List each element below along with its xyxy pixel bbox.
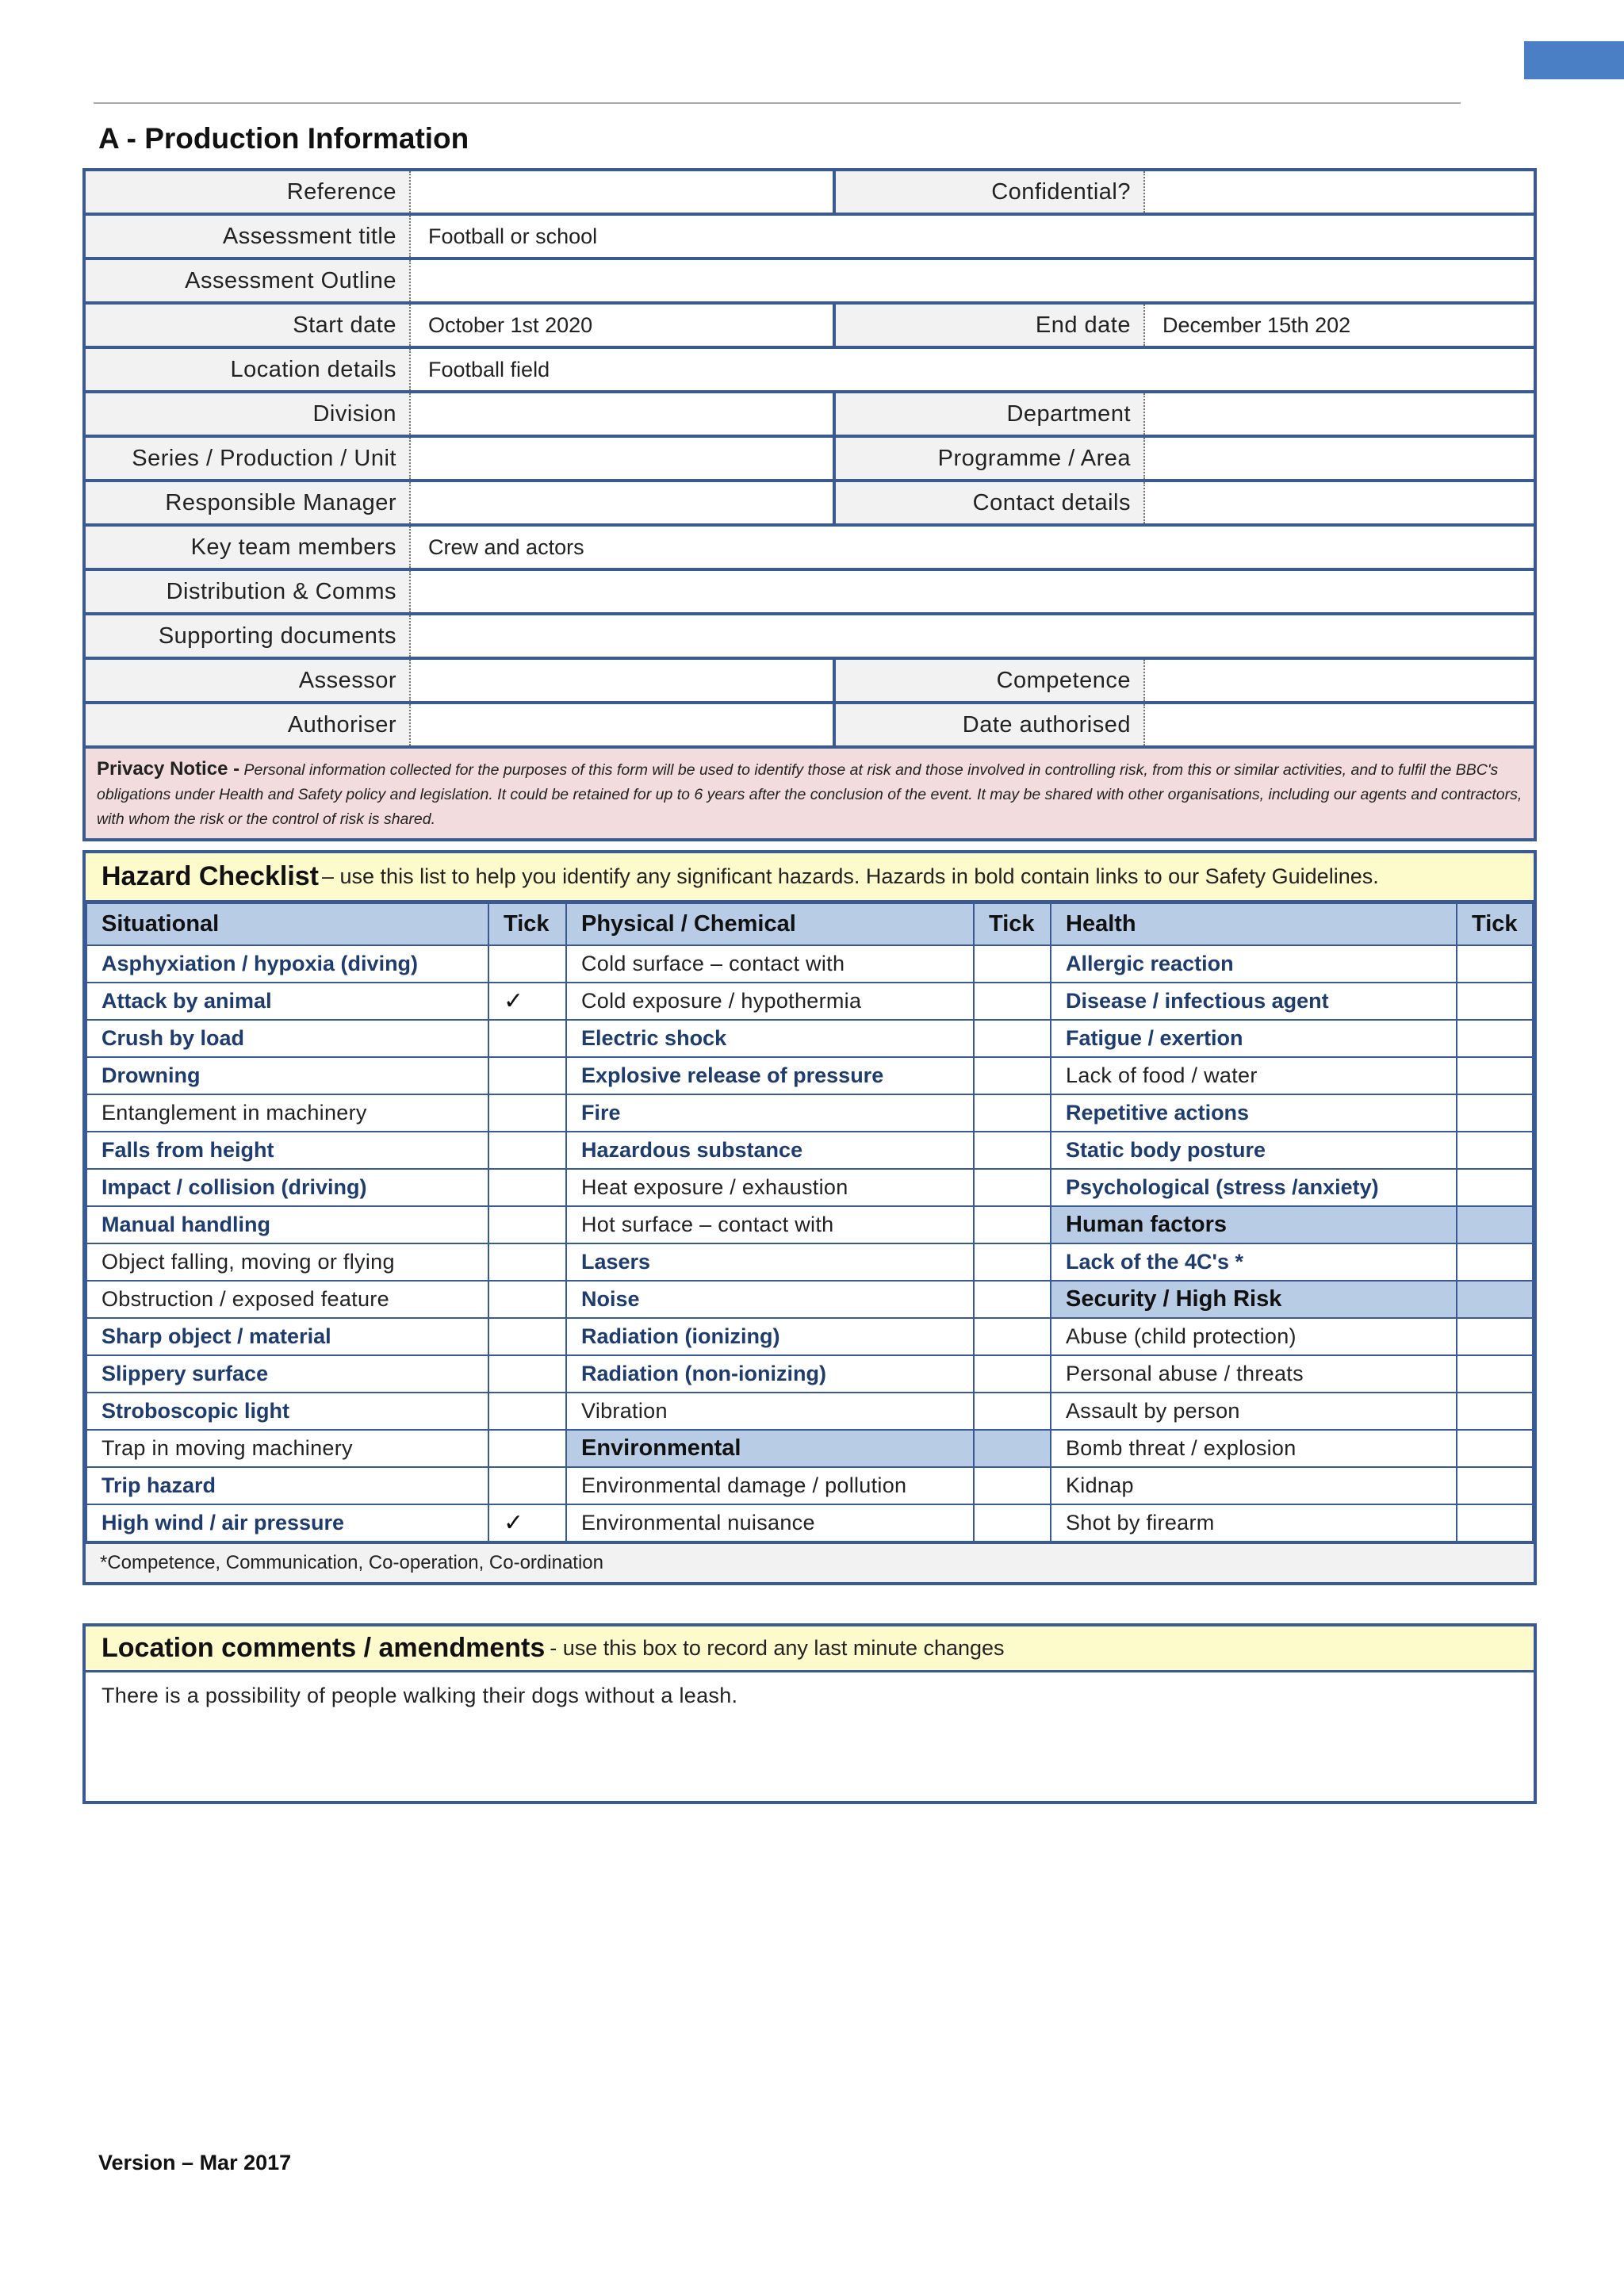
table-row [86,1355,1533,1393]
location-comments-subtitle: - use this box to record any last minute changes [550,1636,1005,1660]
hazard-link[interactable]: Explosive release of pressure [566,1057,974,1094]
hazard-link[interactable]: Crush by load [86,1020,488,1057]
tick-box[interactable] [974,1393,1051,1430]
row-assessor [86,660,1534,704]
tick-box[interactable] [1457,1467,1533,1504]
tick-box[interactable] [1457,1430,1533,1467]
start-date-label: Start date [86,305,411,346]
hazard-link[interactable]: Fire [566,1094,974,1132]
programme-label: Programme / Area [836,438,1145,479]
hazard-item: Environmental nuisance [566,1504,974,1542]
subheader-tick-cell [1457,1281,1533,1318]
responsible-manager-label: Responsible Manager [86,482,411,523]
tick-box[interactable] [974,1206,1051,1243]
key-team-field[interactable]: Crew and actors [428,534,584,559]
hazard-link[interactable]: Noise [566,1281,974,1318]
hazard-link[interactable]: Lack of the 4C's * [1051,1243,1457,1281]
production-information-table [82,168,1537,841]
tick-box[interactable] [1457,1355,1533,1393]
tick-box[interactable] [488,1430,566,1467]
hazard-link[interactable]: Stroboscopic light [86,1393,488,1430]
table-row [86,1057,1533,1094]
responsible-manager-field[interactable] [411,482,836,523]
version-label: Version – Mar 2017 [98,2151,292,2174]
row-location-details [86,349,1534,393]
tick-box[interactable] [488,1094,566,1132]
tick-box[interactable] [1457,1393,1533,1430]
section-title: A - Production Information [98,122,469,155]
programme-field[interactable] [1145,438,1534,479]
tick-box[interactable] [1457,945,1533,983]
row-distribution [86,571,1534,615]
tick-box[interactable] [974,983,1051,1020]
department-field[interactable] [1145,393,1534,435]
tick-box[interactable] [488,945,566,983]
table-row [86,983,1533,1020]
hazard-item: Lack of food / water [1051,1057,1457,1094]
assessor-field[interactable] [411,660,836,701]
series-label: Series / Production / Unit [86,438,411,479]
privacy-notice [86,749,1534,838]
tick-box[interactable] [488,1206,566,1243]
tick-box[interactable] [1457,1094,1533,1132]
table-row [86,1020,1533,1057]
hazard-item: Hot surface – contact with [566,1206,974,1243]
hazard-link[interactable]: Sharp object / material [86,1318,488,1355]
authoriser-field[interactable] [411,704,836,745]
competence-label: Competence [836,660,1145,701]
top-rule [94,102,1461,104]
hazard-item: Abuse (child protection) [1051,1318,1457,1355]
tick-box[interactable] [1457,983,1533,1020]
tick-box[interactable] [488,1243,566,1281]
row-reference [86,171,1534,216]
hazard-table [86,902,1534,1542]
table-row [86,1430,1533,1467]
row-division [86,393,1534,438]
tick-box[interactable] [488,1169,566,1206]
hazard-link[interactable]: Hazardous substance [566,1132,974,1169]
authoriser-label: Authoriser [86,704,411,745]
tick-box[interactable]: ✓ [488,983,566,1020]
series-field[interactable] [411,438,836,479]
reference-label: Reference [86,171,411,213]
subheader-environmental: Environmental [566,1430,974,1467]
row-dates [86,305,1534,349]
table-row [86,1281,1533,1318]
row-assessment-title [86,216,1534,260]
tick-box[interactable] [974,1169,1051,1206]
table-row [86,945,1533,983]
tick-box[interactable] [1457,1243,1533,1281]
header-tick: Tick [974,903,1051,945]
hazard-link[interactable]: Fatigue / exertion [1051,1020,1457,1057]
subheader-human-factors: Human factors [1051,1206,1457,1243]
hazard-footnote: *Competence, Communication, Co-operation, Co-ordination [86,1542,1534,1582]
tick-box[interactable]: ✓ [488,1504,566,1542]
hazard-item: Bomb threat / explosion [1051,1430,1457,1467]
hazard-link[interactable]: Electric shock [566,1020,974,1057]
table-row [86,1169,1533,1206]
hazard-link[interactable]: Psychological (stress /anxiety) [1051,1169,1457,1206]
tick-box[interactable] [974,1094,1051,1132]
tick-box[interactable] [974,1318,1051,1355]
assessor-label: Assessor [86,660,411,701]
tick-box[interactable] [488,1355,566,1393]
hazard-checklist-subtitle: – use this list to help you identify any significant hazards. Hazards in bold contain links to our Safety Guidelines. [322,864,1379,888]
key-team-label: Key team members [86,527,411,568]
hazard-item: Shot by firearm [1051,1504,1457,1542]
row-key-team [86,527,1534,571]
subheader-tick-cell [1457,1206,1533,1243]
hazard-link[interactable]: Radiation (non-ionizing) [566,1355,974,1393]
end-date-field[interactable]: December 15th 202 [1162,312,1351,337]
confidential-field[interactable] [1145,171,1534,213]
hazard-item: Obstruction / exposed feature [86,1281,488,1318]
tick-box[interactable] [974,945,1051,983]
tick-box[interactable] [1457,1057,1533,1094]
row-assessment-outline [86,260,1534,305]
assessment-title-field[interactable]: Football or school [428,224,598,248]
hazard-header-row [86,903,1533,945]
date-authorised-field[interactable] [1145,704,1534,745]
row-authoriser [86,704,1534,749]
hazard-link[interactable]: Radiation (ionizing) [566,1318,974,1355]
hazard-link[interactable]: Manual handling [86,1206,488,1243]
location-comments-header [86,1626,1534,1672]
privacy-notice-text: Personal information collected for the purposes of this form will be used to identify those at risk and those involved in controlling risk, from this or similar activities, and to fulfil the BBC's obligations under Health and Safety policy and legislation. It could be retained for up to 6 years after the conclusion of the event. It may be shared with other organisations, including our agents and contractors, with whom the risk or the control of risk is shared. [97,761,1522,828]
table-row [86,1393,1533,1430]
hazard-link[interactable]: Lasers [566,1243,974,1281]
contact-details-field[interactable] [1145,482,1534,523]
table-row [86,1467,1533,1504]
tick-box[interactable] [1457,1504,1533,1542]
subheader-security-high-risk: Security / High Risk [1051,1281,1457,1318]
hazard-link[interactable]: Repetitive actions [1051,1094,1457,1132]
supporting-documents-label: Supporting documents [86,615,411,657]
hazard-checklist-title: Hazard Checklist [102,861,319,891]
department-label: Department [836,393,1145,435]
location-comments-field[interactable]: There is a possibility of people walking their dogs without a leash. [102,1684,738,1707]
hazard-link[interactable]: Allergic reaction [1051,945,1457,983]
header-tick: Tick [488,903,566,945]
start-date-field[interactable]: October 1st 2020 [411,305,836,346]
location-details-field[interactable]: Football field [428,357,550,381]
hazard-link[interactable]: Disease / infectious agent [1051,983,1457,1020]
tick-box[interactable] [1457,1169,1533,1206]
location-comments-box [82,1623,1537,1804]
tick-box[interactable] [974,1281,1051,1318]
date-authorised-label: Date authorised [836,704,1145,745]
confidential-label: Confidential? [836,171,1145,213]
division-field[interactable] [411,393,836,435]
tick-box[interactable] [488,1132,566,1169]
tick-box[interactable] [974,1467,1051,1504]
privacy-notice-title: Privacy Notice - [97,758,240,780]
hazard-item: Personal abuse / threats [1051,1355,1457,1393]
tick-box[interactable] [974,1057,1051,1094]
hazard-item: Kidnap [1051,1467,1457,1504]
hazard-checklist-header [86,853,1534,902]
tick-box[interactable] [488,1281,566,1318]
header-physical-chemical: Physical / Chemical [566,903,974,945]
tick-box[interactable] [974,1243,1051,1281]
corner-tab [1524,41,1624,79]
row-responsible-manager [86,482,1534,527]
division-label: Division [86,393,411,435]
reference-field[interactable] [411,171,836,213]
supporting-documents-field[interactable] [411,615,1534,657]
tick-box[interactable] [488,1467,566,1504]
hazard-item: Object falling, moving or flying [86,1243,488,1281]
tick-box[interactable] [1457,1318,1533,1355]
hazard-item: Vibration [566,1393,974,1430]
row-supporting-documents [86,615,1534,660]
tick-box[interactable] [974,1132,1051,1169]
competence-field[interactable] [1145,660,1534,701]
tick-box[interactable] [488,1318,566,1355]
hazard-link[interactable]: Drowning [86,1057,488,1094]
assessment-outline-label: Assessment Outline [86,260,411,301]
hazard-link[interactable]: High wind / air pressure [86,1504,488,1542]
hazard-link[interactable]: Attack by animal [86,983,488,1020]
hazard-link[interactable]: Falls from height [86,1132,488,1169]
table-row [86,1206,1533,1243]
table-row [86,1318,1533,1355]
hazard-item: Assault by person [1051,1393,1457,1430]
hazard-link[interactable]: Asphyxiation / hypoxia (diving) [86,945,488,983]
hazard-link[interactable]: Slippery surface [86,1355,488,1393]
assessment-title-label: Assessment title [86,216,411,257]
table-row [86,1243,1533,1281]
distribution-field[interactable] [411,571,1534,612]
assessment-outline-field[interactable] [411,260,1534,301]
header-health: Health [1051,903,1457,945]
header-tick: Tick [1457,903,1533,945]
end-date-label: End date [836,305,1145,346]
hazard-link[interactable]: Static body posture [1051,1132,1457,1169]
tick-box[interactable] [1457,1020,1533,1057]
hazard-item: Entanglement in machinery [86,1094,488,1132]
hazard-item: Cold surface – contact with [566,945,974,983]
tick-box[interactable] [974,1020,1051,1057]
location-details-label: Location details [86,349,411,390]
tick-box[interactable] [488,1393,566,1430]
location-comments-title: Location comments / amendments [102,1633,546,1663]
tick-box[interactable] [974,1355,1051,1393]
subheader-tick-cell [974,1430,1051,1467]
hazard-item: Cold exposure / hypothermia [566,983,974,1020]
table-row [86,1132,1533,1169]
tick-box[interactable] [488,1057,566,1094]
hazard-link[interactable]: Trip hazard [86,1467,488,1504]
hazard-item: Heat exposure / exhaustion [566,1169,974,1206]
hazard-item: Environmental damage / pollution [566,1467,974,1504]
tick-box[interactable] [488,1020,566,1057]
row-series [86,438,1534,482]
hazard-link[interactable]: Impact / collision (driving) [86,1169,488,1206]
table-row [86,1504,1533,1542]
distribution-label: Distribution & Comms [86,571,411,612]
tick-box[interactable] [1457,1132,1533,1169]
table-row [86,1094,1533,1132]
hazard-checklist [82,850,1537,1585]
tick-box[interactable] [974,1504,1051,1542]
header-situational: Situational [86,903,488,945]
contact-details-label: Contact details [836,482,1145,523]
hazard-item: Trap in moving machinery [86,1430,488,1467]
